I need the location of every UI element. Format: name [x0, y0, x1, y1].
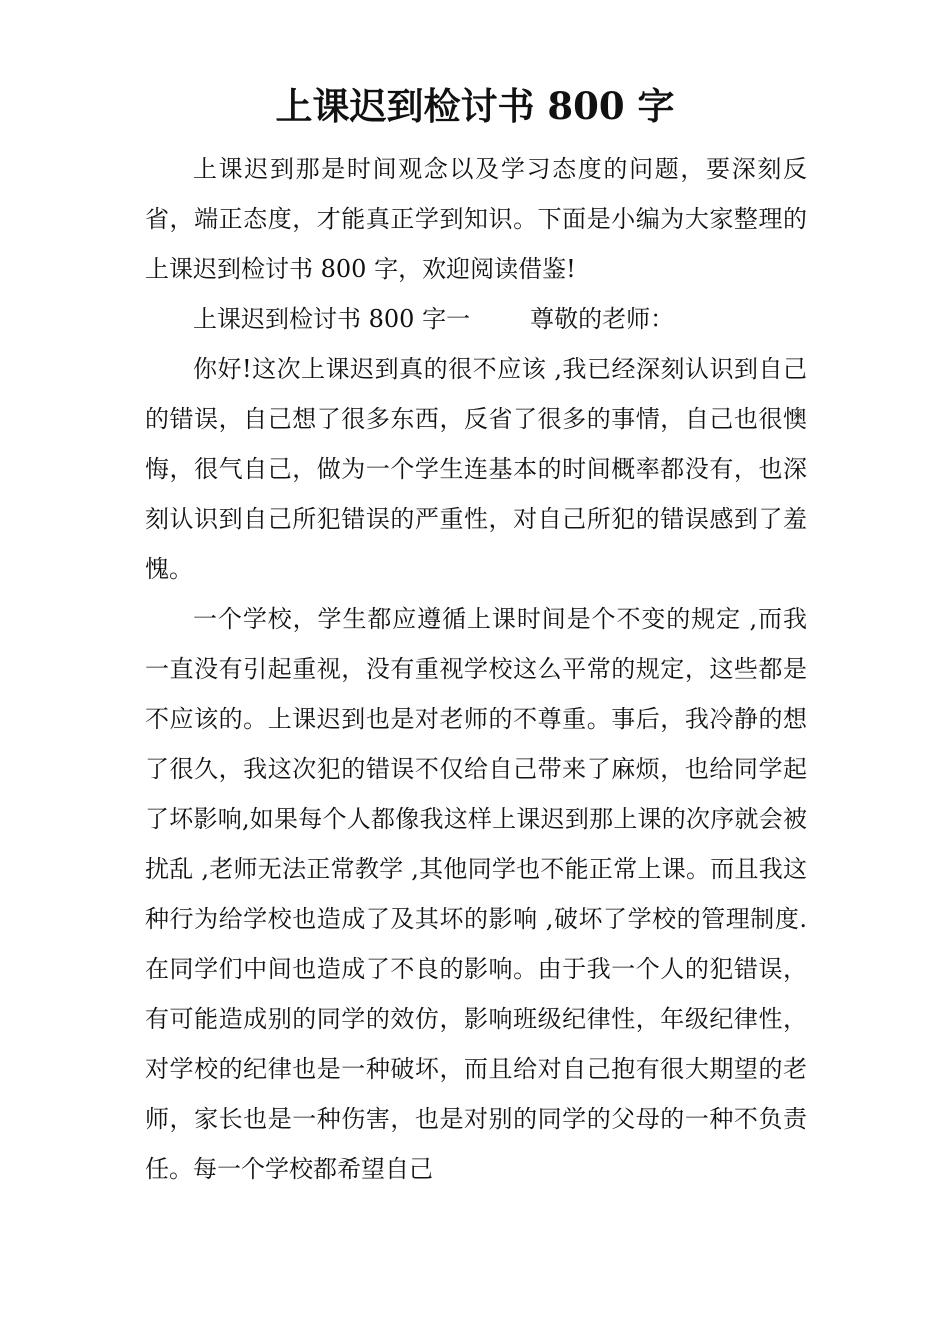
body-paragraph-1: 你好!这次上课迟到真的很不应该 ,我已经深刻认识到自己的错误，自己想了很多东西，反省了很多的事情，自己也很懊悔，很气自己，做为一个学生连基本的时间概率都没有，也深刻认识到自己所犯错误的严重性，对自己所犯的错误感到了羞愧。 [145, 355, 807, 583]
section-heading-line [145, 294, 807, 344]
document-body [145, 144, 807, 1194]
body-paragraph-2: 一个学校，学生都应遵循上课时间是个不变的规定 ,而我一直没有引起重视，没有重视学校这么平常的规定，这些都是不应该的。上课迟到也是对老师的不尊重。事后，我冷静的想了很久，我这次犯的错误不仅给自己带来了麻烦，也给同学起了坏影响,如果每个人都像我这样上课迟到那上课的次序就会被扰乱 ,老师无法正常教学 ,其他同学也不能正常上课。而且我这种行为给学校也造成了及其坏的影响 ,破坏了学校的管理制度.在同学们中间也造成了不良的影响。由于我一个人的犯错误，有可能造成别的同学的效仿，影响班级纪律性，年级纪律性，对学校的纪律也是一种破坏，而且给对自己抱有很大期望的老师，家长也是一种伤害，也是对别的同学的父母的一种不负责任。每一个学校都希望自己 [145, 605, 807, 1183]
section-heading: 上课迟到检讨书 800 字一 [193, 305, 471, 333]
intro-paragraph: 上课迟到那是时间观念以及学习态度的问题，要深刻反省，端正态度，才能真正学到知识。下面是小编为大家整理的上课迟到检讨书 800 字，欢迎阅读借鉴! [145, 155, 807, 283]
salutation: 尊敬的老师： [530, 305, 675, 333]
document-title: 上课迟到检讨书 800 字 [275, 84, 675, 128]
